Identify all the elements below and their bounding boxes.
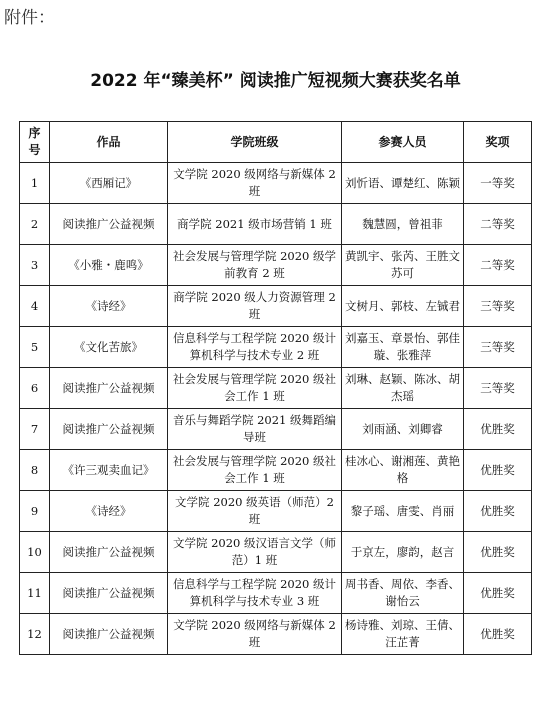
index-cell: 2 (20, 204, 50, 245)
work-cell: 《诗经》 (50, 286, 168, 327)
table-row (20, 286, 532, 327)
class-cell: 社会发展与管理学院 2020 级社会工作 1 班 (168, 450, 342, 491)
award-cell: 优胜奖 (464, 409, 532, 450)
work-cell: 《诗经》 (50, 491, 168, 532)
index-cell: 11 (20, 573, 50, 614)
participants-cell: 黎子瑶、唐雯、肖丽 (342, 491, 464, 532)
table-row (20, 368, 532, 409)
table-row (20, 163, 532, 204)
participants-cell: 杨诗雅、刘琼、王倩、汪芷菁 (342, 614, 464, 655)
work-cell: 阅读推广公益视频 (50, 204, 168, 245)
award-cell: 二等奖 (464, 245, 532, 286)
class-cell: 文学院 2020 级英语（师范）2 班 (168, 491, 342, 532)
column-header-work: 作品 (50, 122, 168, 163)
participants-cell: 魏慧圆，曾祖菲 (342, 204, 464, 245)
class-cell: 信息科学与工程学院 2020 级计算机科学与技术专业 2 班 (168, 327, 342, 368)
index-cell: 9 (20, 491, 50, 532)
index-cell: 4 (20, 286, 50, 327)
column-header-participants: 参赛人员 (342, 122, 464, 163)
table-row (20, 327, 532, 368)
class-cell: 文学院 2020 级网络与新媒体 2 班 (168, 614, 342, 655)
award-cell: 优胜奖 (464, 491, 532, 532)
table-row (20, 573, 532, 614)
class-cell: 信息科学与工程学院 2020 级计算机科学与技术专业 3 班 (168, 573, 342, 614)
awards-table (19, 121, 532, 655)
participants-cell: 黄凯宇、张芮、王胜文苏可 (342, 245, 464, 286)
index-cell: 3 (20, 245, 50, 286)
table-row (20, 245, 532, 286)
work-cell: 阅读推广公益视频 (50, 409, 168, 450)
table-row (20, 204, 532, 245)
award-cell: 一等奖 (464, 163, 532, 204)
class-cell: 文学院 2020 级网络与新媒体 2 班 (168, 163, 342, 204)
index-cell: 7 (20, 409, 50, 450)
class-cell: 文学院 2020 级汉语言文学（师范）1 班 (168, 532, 342, 573)
table-row (20, 614, 532, 655)
index-cell: 12 (20, 614, 50, 655)
class-cell: 社会发展与管理学院 2020 级社会工作 1 班 (168, 368, 342, 409)
index-cell: 8 (20, 450, 50, 491)
table-body (20, 163, 532, 655)
column-header-class: 学院班级 (168, 122, 342, 163)
work-cell: 《许三观卖血记》 (50, 450, 168, 491)
award-cell: 优胜奖 (464, 573, 532, 614)
award-cell: 三等奖 (464, 327, 532, 368)
column-header-award: 奖项 (464, 122, 532, 163)
table-row (20, 532, 532, 573)
participants-cell: 周书香、周依、李香、谢怡云 (342, 573, 464, 614)
table-row (20, 409, 532, 450)
table-row (20, 450, 532, 491)
table-header-row (20, 122, 532, 163)
participants-cell: 刘琳、赵颖、陈冰、胡杰瑶 (342, 368, 464, 409)
work-cell: 阅读推广公益视频 (50, 368, 168, 409)
work-cell: 《文化苦旅》 (50, 327, 168, 368)
work-cell: 《西厢记》 (50, 163, 168, 204)
participants-cell: 于京左，廖韵，赵言 (342, 532, 464, 573)
work-cell: 阅读推广公益视频 (50, 573, 168, 614)
participants-cell: 桂冰心、谢湘莲、黄艳格 (342, 450, 464, 491)
index-cell: 10 (20, 532, 50, 573)
award-cell: 优胜奖 (464, 450, 532, 491)
award-cell: 优胜奖 (464, 614, 532, 655)
award-cell: 三等奖 (464, 368, 532, 409)
column-header-index: 序号 (20, 122, 50, 163)
index-cell: 6 (20, 368, 50, 409)
class-cell: 音乐与舞蹈学院 2021 级舞蹈编导班 (168, 409, 342, 450)
class-cell: 商学院 2020 级人力资源管理 2 班 (168, 286, 342, 327)
participants-cell: 刘忻语、谭楚红、陈颖 (342, 163, 464, 204)
participants-cell: 刘雨涵、刘卿睿 (342, 409, 464, 450)
award-cell: 三等奖 (464, 286, 532, 327)
index-cell: 1 (20, 163, 50, 204)
attachment-label: 附件： (4, 8, 55, 28)
class-cell: 社会发展与管理学院 2020 级学前教育 2 班 (168, 245, 342, 286)
award-cell: 优胜奖 (464, 532, 532, 573)
award-cell: 二等奖 (464, 204, 532, 245)
document-title: 2022 年“臻美杯” 阅读推广短视频大赛获奖名单 (90, 71, 461, 91)
index-cell: 5 (20, 327, 50, 368)
participants-cell: 刘嘉玉、章景怡、郭佳璇、张雅萍 (342, 327, 464, 368)
table-row (20, 491, 532, 532)
work-cell: 阅读推广公益视频 (50, 614, 168, 655)
class-cell: 商学院 2021 级市场营销 1 班 (168, 204, 342, 245)
work-cell: 阅读推广公益视频 (50, 532, 168, 573)
participants-cell: 文树月、郭枝、左铖君 (342, 286, 464, 327)
work-cell: 《小雅・鹿鸣》 (50, 245, 168, 286)
